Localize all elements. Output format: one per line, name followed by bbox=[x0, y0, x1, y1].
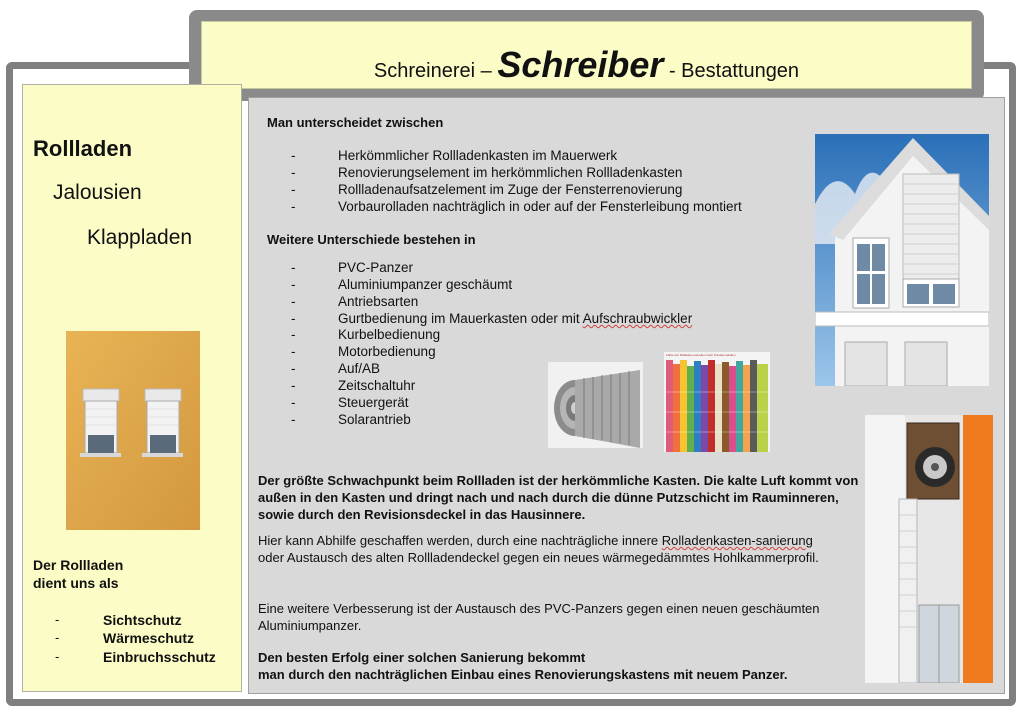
bullet-dash: - bbox=[291, 182, 296, 197]
remedy-paragraph-2: Eine weitere Verbesserung ist der Austausch des PVC-Panzers gegen einen neuen geschäumten Aluminiumpanzer. bbox=[258, 601, 820, 633]
list-item bbox=[291, 311, 811, 328]
list-item bbox=[55, 649, 245, 667]
list-item-text: Motorbedienung bbox=[338, 344, 436, 359]
shutter-box-photo bbox=[865, 415, 993, 683]
bullet-dash: - bbox=[291, 294, 296, 309]
bullet-dash: - bbox=[291, 199, 296, 214]
sidebar-heading-rollladen: Rollladen bbox=[33, 136, 133, 161]
bullet-dash: - bbox=[291, 395, 296, 410]
title-brand: Schreiber bbox=[497, 44, 664, 85]
list-item bbox=[55, 630, 245, 648]
swatch-caption: Farbe der Rollladen-Lamellen nach Sondermodellen bbox=[666, 353, 736, 357]
remedy-text-end: oder Austausch des alten Rollladendeckel gegen ein neues wärmegedämmtes Hohlkammerprofil. bbox=[258, 550, 819, 565]
list-item bbox=[291, 294, 811, 311]
list-item-text: Renovierungselement im herkömmlichen Rollladenkasten bbox=[338, 165, 683, 180]
closing-line-2: man durch den nachträglichen Einbau eines Renovierungskastens mit neuem Panzer. bbox=[258, 667, 788, 682]
use-waermeschutz: Wärmeschutz bbox=[103, 630, 195, 646]
bullet-dash: - bbox=[291, 165, 296, 180]
list-item-text: Vorbaurolladen nachträglich in oder auf der Fensterleibung montiert bbox=[338, 199, 742, 214]
bullet-dash: - bbox=[291, 148, 296, 163]
list-item bbox=[291, 199, 811, 216]
bullet-dash: - bbox=[291, 327, 296, 342]
list-item-text: Steuergerät bbox=[338, 395, 409, 410]
closing-line-1: Den besten Erfolg einer solchen Sanierung bekommt bbox=[258, 650, 586, 665]
rolled-shutter-photo bbox=[548, 362, 643, 448]
house-gable-photo bbox=[815, 134, 989, 386]
use-einbruchsschutz: Einbruchsschutz bbox=[103, 649, 216, 665]
list-item bbox=[291, 277, 811, 294]
bullet-dash: - bbox=[291, 412, 296, 427]
list-item bbox=[291, 327, 811, 344]
bullet-dash: - bbox=[291, 361, 296, 376]
list-item-text: Zeitschaltuhr bbox=[338, 378, 416, 393]
list-item bbox=[291, 165, 811, 182]
bullet-dash: - bbox=[291, 311, 296, 326]
list-item bbox=[291, 260, 811, 277]
list-item-text: Auf/AB bbox=[338, 361, 381, 376]
color-swatch-photo bbox=[664, 352, 770, 452]
list-item bbox=[55, 612, 245, 630]
bullet-dash: - bbox=[55, 630, 60, 645]
list-item-text-flagged: Aufschraubwickler bbox=[582, 311, 693, 326]
sidebar-intro-line2: dient uns als bbox=[33, 575, 119, 591]
house-wall-photo bbox=[66, 331, 200, 530]
list-item-text: Aluminiumpanzer geschäumt bbox=[338, 277, 513, 292]
bullet-dash: - bbox=[55, 612, 60, 627]
bullet-dash: - bbox=[291, 378, 296, 393]
bullet-dash: - bbox=[291, 344, 296, 359]
list-item-text-main: Gurtbedienung im Mauerkasten oder mit bbox=[338, 311, 583, 326]
list-item-text: PVC-Panzer bbox=[338, 260, 414, 275]
weakness-paragraph: Der größte Schwachpunkt beim Rollladen ist der herkömmliche Kasten. Die kalte Luft kommt von außen in den Kasten und dringt nach und nach durch die dünne Putzschicht im Rauminneren, sowie durch den Revisionsdeckel in das Hausinnere. bbox=[258, 473, 859, 522]
sidebar-heading-klappladen: Klappladen bbox=[87, 226, 193, 249]
remedy-text-flagged: Rolladenkasten-sanierung bbox=[661, 533, 813, 548]
list-item-text bbox=[338, 311, 692, 326]
list-item bbox=[291, 148, 811, 165]
page-title bbox=[201, 44, 972, 86]
list-item-text: Solarantrieb bbox=[338, 412, 411, 427]
sidebar-heading-jalousien: Jalousien bbox=[53, 181, 142, 204]
title-prefix: Schreinerei – bbox=[373, 60, 492, 82]
list-item-text: Rollladenaufsatzelement im Zuge der Fensterrenovierung bbox=[338, 182, 683, 197]
list-item-text: Antriebsarten bbox=[338, 294, 419, 309]
bullet-dash: - bbox=[291, 260, 296, 275]
remedy-text-start: Hier kann Abhilfe geschaffen werden, durch eine nachträgliche innere bbox=[258, 533, 662, 548]
list-item bbox=[291, 182, 811, 199]
use-sichtschutz: Sichtschutz bbox=[103, 612, 182, 628]
section2-heading: Weitere Unterschiede bestehen in bbox=[267, 232, 476, 247]
bullet-dash: - bbox=[291, 277, 296, 292]
bullet-dash: - bbox=[55, 649, 60, 664]
title-suffix: - Bestattungen bbox=[668, 60, 800, 82]
list-item-text: Kurbelbedienung bbox=[338, 327, 441, 342]
remedy-paragraph-1 bbox=[258, 532, 840, 566]
list-item-text: Herkömmlicher Rollladenkasten im Mauerwerk bbox=[338, 148, 618, 163]
section1-heading: Man unterscheidet zwischen bbox=[267, 115, 444, 130]
sidebar-intro-line1: Der Rollladen bbox=[33, 557, 124, 573]
